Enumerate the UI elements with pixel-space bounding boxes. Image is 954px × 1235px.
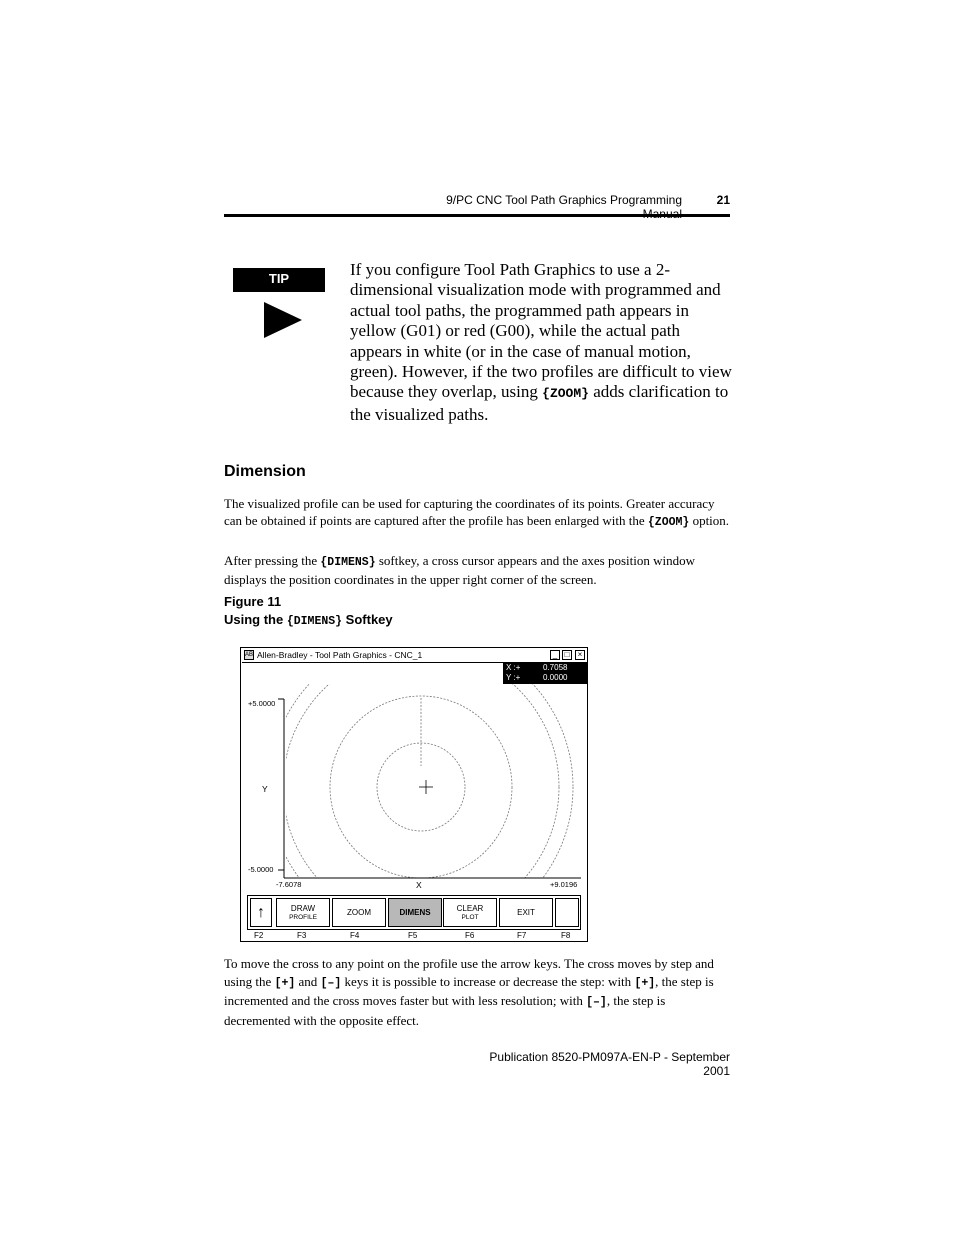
key-code: [–] [586, 996, 607, 1009]
softkey-sublabel: PROFILE [289, 913, 317, 921]
softkey-label: CLEAR [456, 903, 484, 913]
close-button[interactable]: × [575, 650, 585, 660]
coord-y-row [506, 673, 568, 682]
softkey-label: DRAW [290, 903, 316, 913]
x-min-label: -7.6078 [276, 880, 302, 889]
axes-position-window [503, 662, 587, 684]
coord-x-row [506, 663, 568, 672]
figure-caption [224, 612, 393, 628]
fkey-label: F6 [465, 931, 475, 940]
tip-code: {ZOOM} [542, 386, 589, 402]
paragraph-text: , the step is decremented with the opposite effect. [224, 993, 666, 1028]
window-title-bar[interactable] [242, 649, 586, 663]
softkey-bar [247, 895, 581, 930]
cross-cursor-icon [419, 780, 433, 794]
inline-code: {ZOOM} [647, 516, 690, 529]
softkey-zoom[interactable] [332, 898, 386, 927]
softkey-exit[interactable] [499, 898, 553, 927]
y-min-label: -5.0000 [248, 865, 274, 874]
tip-text-part: adds clarification to the visualized paths. [350, 382, 729, 424]
running-header-title: 9/PC CNC Tool Path Graphics Programming [446, 193, 682, 207]
coord-x-value: 0.7058 [543, 663, 568, 672]
softkey-draw-profile[interactable] [276, 898, 330, 927]
inline-code: {DIMENS} [320, 556, 376, 569]
paragraph-text: option. [689, 513, 730, 528]
footer-publication: Publication 8520-PM097A-EN-P - September 2001 [489, 1050, 730, 1078]
paragraph-text: To move the cross to any point on the profile use the arrow keys. The cross moves by step and using the [224, 956, 714, 989]
fkey-label: F7 [517, 931, 527, 940]
section-heading: Dimension [224, 463, 306, 480]
caption-code: {DIMENS} [286, 615, 343, 628]
window-title: Allen-Bradley - Tool Path Graphics - CNC_1 [257, 650, 423, 660]
softkey-label: EXIT [517, 908, 535, 917]
minimize-button[interactable]: _ [550, 650, 560, 660]
tip-text [350, 260, 736, 425]
page-number: 21 [716, 193, 730, 207]
key-code: [+] [274, 976, 296, 990]
paragraph-text: softkey, a cross cursor appears and the axes position window displays the position coordinates in the upper right corner of the screen. [224, 553, 695, 587]
caption-text: Using the [224, 612, 287, 627]
y-max-label: +5.0000 [248, 699, 276, 708]
paragraph [224, 495, 734, 531]
x-axis-label: X [416, 880, 422, 890]
maximize-button[interactable]: □ [562, 650, 572, 660]
fkey-label: F3 [297, 931, 307, 940]
y-axis-label: Y [262, 784, 268, 794]
paragraph-text: , the step is incremented and the cross moves faster but with less resolution; with [224, 973, 714, 1008]
coord-y-label: Y :+ [506, 673, 521, 682]
paragraph-text: The visualized profile can be used for capturing the coordinates of its points. Greater accuracy can be obtained if points are captured after the profile has been enlarged with the [224, 496, 715, 528]
paragraph-text: keys it is possible to increase or decrease the step: with [341, 973, 635, 989]
caption-text: Softkey [342, 612, 393, 627]
softkey-label: ZOOM [347, 908, 371, 917]
softkey-dimens[interactable] [388, 898, 442, 927]
softkey-blank[interactable] [555, 898, 579, 927]
key-code: [+] [634, 976, 656, 990]
tip-text-part: If you configure Tool Path Graphics to use a 2-dimensional visualization mode with programmed and actual tool paths, the programmed path appears in yellow (G01) or red (G00), while the actual path appears in white (or in the case of manual motion, green). However, if the two profiles are difficult to view because they overlap, using [350, 260, 732, 402]
key-code: [–] [320, 976, 342, 990]
paragraph [224, 955, 734, 1029]
x-max-label: +9.0196 [550, 880, 578, 889]
paragraph-text: and [295, 973, 321, 989]
app-window-screenshot [240, 647, 588, 942]
app-icon: AB [245, 652, 254, 658]
up-arrow-icon: ↑ [257, 904, 265, 921]
softkey-label: DIMENS [399, 908, 431, 917]
softkey-up-arrow[interactable] [250, 898, 272, 927]
figure-label: Figure 11 [224, 594, 282, 609]
softkey-clear-plot[interactable] [443, 898, 497, 927]
coord-y-value: 0.0000 [543, 673, 568, 682]
fkey-label: F5 [408, 931, 418, 940]
tip-badge: TIP [233, 268, 325, 292]
paragraph-text: After pressing the [224, 553, 321, 568]
paragraph [224, 552, 734, 588]
coord-x-label: X :+ [506, 663, 521, 672]
fkey-label: F2 [254, 931, 264, 940]
fkey-label: F8 [561, 931, 571, 940]
header-rule [224, 214, 730, 217]
softkey-sublabel: PLOT [461, 913, 479, 921]
tip-arrow-icon [264, 302, 302, 338]
fkey-label: F4 [350, 931, 360, 940]
